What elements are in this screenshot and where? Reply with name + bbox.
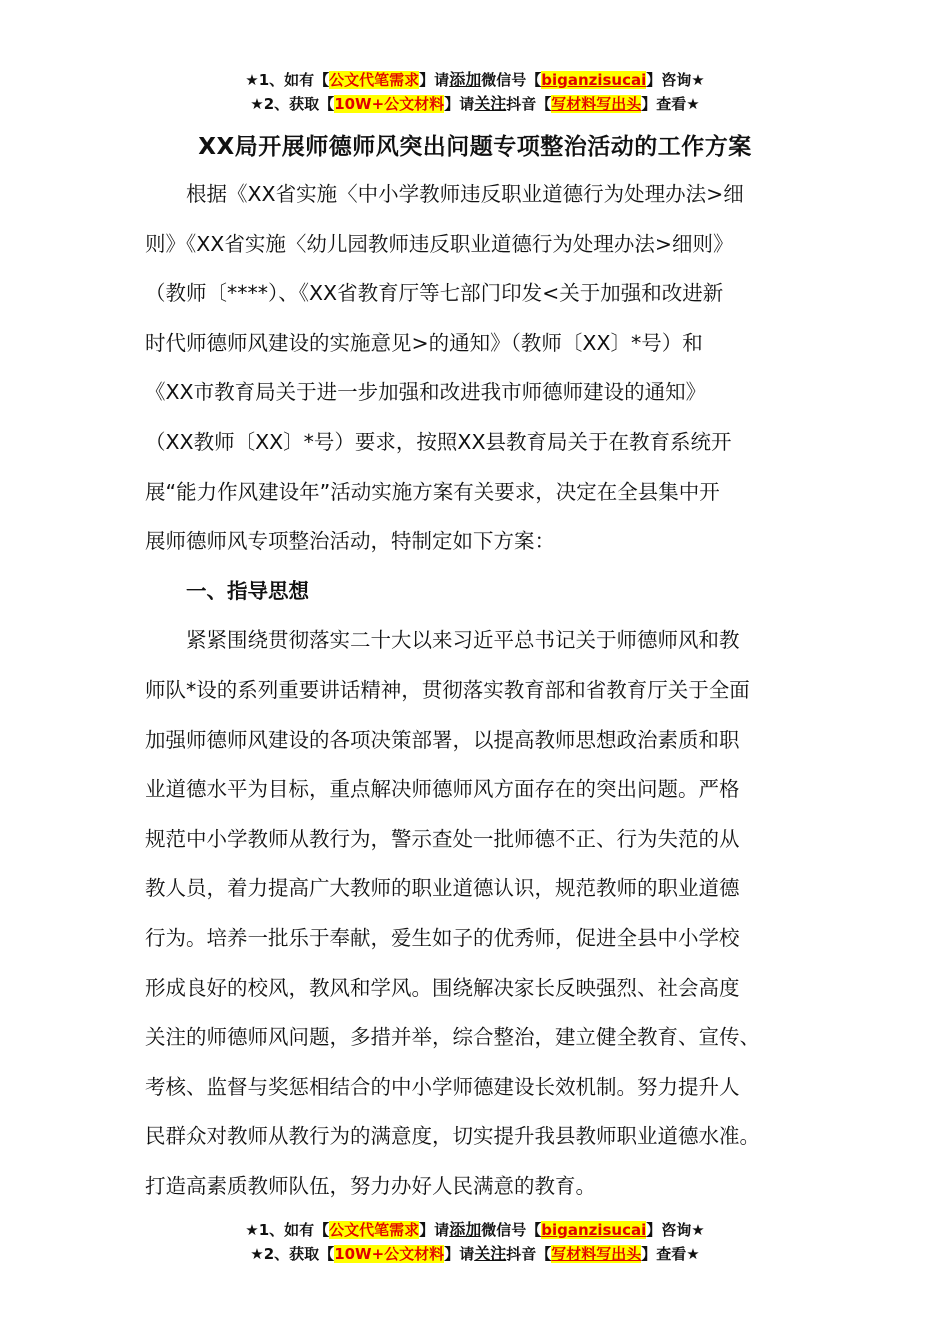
promo-highlight: 10W+公文材料 bbox=[334, 95, 445, 113]
promo-text: ★2、获取【 bbox=[250, 95, 335, 113]
text-line: 考核、监督与奖惩相结合的中小学师德建设长效机制。努力提升人 bbox=[145, 1074, 740, 1099]
promo-header bbox=[0, 68, 950, 116]
promo-text: 】请 bbox=[419, 1221, 450, 1239]
promo-text: 微信号【 bbox=[481, 1221, 542, 1239]
promo-emphasis: 关注 bbox=[474, 94, 507, 113]
promo-line-1 bbox=[0, 68, 950, 92]
intro-paragraph bbox=[145, 170, 825, 567]
text-line: 业道德水平为目标，重点解决师德师风方面存在的突出问题。严格 bbox=[145, 777, 740, 802]
text-line: 行为。培养一批乐于奉献，爱生如子的优秀师，促进全县中小学校 bbox=[145, 925, 740, 950]
text-line: 则》《XX省实施〈幼儿园教师违反职业道德行为处理办法>细则》 bbox=[145, 231, 734, 256]
promo-text: 】请 bbox=[444, 1245, 475, 1263]
promo-wechat-id: biganzisucai bbox=[541, 1221, 647, 1239]
text-line: 形成良好的校风，教风和学风。围绕解决家长反映强烈、社会高度 bbox=[145, 975, 740, 1000]
text-line: 《XX市教育局关于进一步加强和改进我市师德师建设的通知》 bbox=[145, 380, 707, 405]
promo-text: ★1、如有【 bbox=[245, 1221, 330, 1239]
promo-highlight: 10W+公文材料 bbox=[334, 1245, 445, 1263]
text-line: 规范中小学教师从教行为，警示查处一批师德不正、行为失范的从 bbox=[145, 826, 740, 851]
text-line: 民群众对教师从教行为的满意度，切实提升我县教师职业道德水准。 bbox=[145, 1124, 760, 1149]
promo-highlight: 公文代笔需求 bbox=[329, 1221, 420, 1239]
promo-text: 】请 bbox=[419, 71, 450, 89]
document-title: XX局开展师德师风突出问题专项整治活动的工作方案 bbox=[198, 134, 752, 160]
section-1-heading: 一、指导思想 bbox=[186, 578, 309, 603]
promo-emphasis: 添加 bbox=[449, 70, 482, 89]
promo-wechat-id: biganzisucai bbox=[541, 71, 647, 89]
promo-line-2 bbox=[0, 1242, 950, 1266]
section-1-paragraph bbox=[145, 616, 825, 1211]
promo-emphasis: 添加 bbox=[449, 1220, 482, 1239]
promo-highlight: 公文代笔需求 bbox=[329, 71, 420, 89]
promo-text: 】咨询★ bbox=[646, 1221, 705, 1239]
text-line: 根据《XX省实施〈中小学教师违反职业道德行为处理办法>细 bbox=[186, 182, 744, 206]
text-line: 展师德师风专项整治活动，特制定如下方案： bbox=[145, 529, 555, 554]
promo-text: 】咨询★ bbox=[646, 71, 705, 89]
promo-douyin-id: 写材料写出头 bbox=[551, 95, 642, 113]
text-line: 关注的师德师风问题，多措并举，综合整治，建立健全教育、宣传、 bbox=[145, 1025, 760, 1050]
promo-text: ★2、获取【 bbox=[250, 1245, 335, 1263]
text-line: 教人员，着力提高广大教师的职业道德认识，规范教师的职业道德 bbox=[145, 876, 740, 901]
section-heading bbox=[145, 567, 825, 617]
text-line: 时代师德师风建设的实施意见>的通知》（教师〔XX〕*号）和 bbox=[145, 330, 703, 355]
promo-emphasis: 关注 bbox=[474, 1244, 507, 1263]
text-line: 展“能力作风建设年”活动实施方案有关要求，决定在全县集中开 bbox=[145, 479, 720, 504]
promo-text: 微信号【 bbox=[481, 71, 542, 89]
text-line: （XX教师〔XX〕*号）要求，按照XX县教育局关于在教育系统开 bbox=[145, 429, 732, 454]
document-body bbox=[145, 170, 825, 1211]
promo-douyin-id: 写材料写出头 bbox=[551, 1245, 642, 1263]
promo-line-2 bbox=[0, 92, 950, 116]
promo-footer bbox=[0, 1218, 950, 1266]
promo-text: 】查看★ bbox=[641, 1245, 700, 1263]
promo-line-1 bbox=[0, 1218, 950, 1242]
promo-text: ★1、如有【 bbox=[245, 71, 330, 89]
text-line: 打造高素质教师队伍，努力办好人民满意的教育。 bbox=[145, 1173, 596, 1198]
promo-text: 抖音【 bbox=[506, 95, 552, 113]
text-line: （教师〔****）、《XX省教育厅等七部门印发<关于加强和改进新 bbox=[145, 281, 724, 306]
text-line: 加强师德师风建设的各项决策部署，以提高教师思想政治素质和职 bbox=[145, 727, 740, 752]
text-line: 师队*设的系列重要讲话精神，贯彻落实教育部和省教育厅关于全面 bbox=[145, 677, 750, 702]
promo-text: 】查看★ bbox=[641, 95, 700, 113]
promo-text: 】请 bbox=[444, 95, 475, 113]
promo-text: 抖音【 bbox=[506, 1245, 552, 1263]
text-line: 紧紧围绕贯彻落实二十大以来习近平总书记关于师德师风和教 bbox=[186, 628, 740, 653]
